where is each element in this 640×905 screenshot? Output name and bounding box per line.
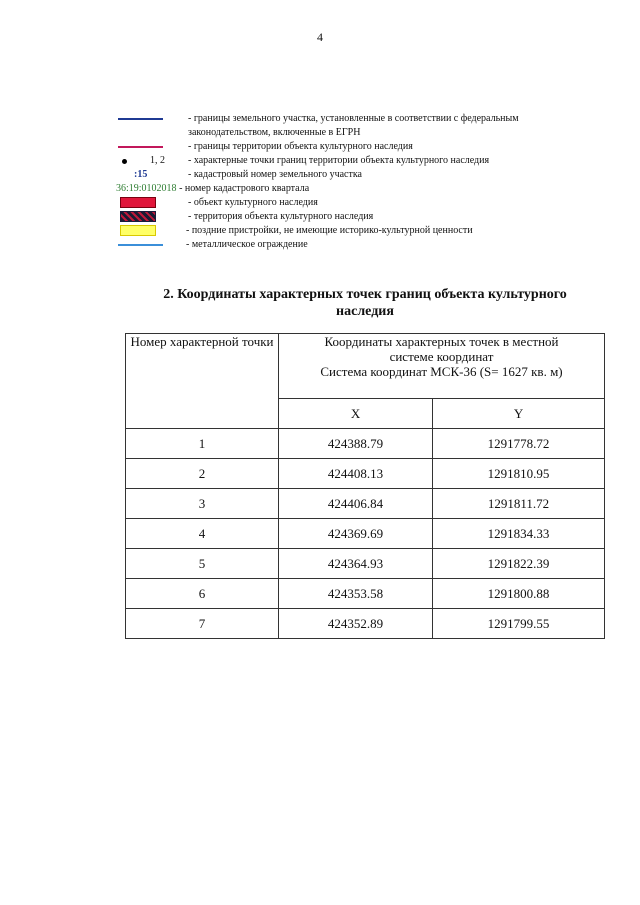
boundary-point-icon xyxy=(122,159,127,164)
heritage-object-swatch-icon xyxy=(120,197,156,208)
point-label: 1, 2 xyxy=(150,155,165,166)
table-header-row xyxy=(126,334,605,399)
section-title-line-1: 2. Координаты характерных точек границ объекта культурного xyxy=(163,287,567,302)
legend-description: - границы территории объекта культурного наследия xyxy=(188,141,413,152)
quarter-number-label: 36:19:0102018 xyxy=(116,183,177,194)
header-point-number: Номер характерной точки xyxy=(126,334,279,429)
cell-y: 1291811.72 xyxy=(433,489,605,519)
heritage-boundary-line-icon xyxy=(118,146,163,148)
cell-y: 1291800.88 xyxy=(433,579,605,609)
cell-point-number: 6 xyxy=(126,579,279,609)
table-row xyxy=(126,579,605,609)
cell-x: 424353.58 xyxy=(279,579,433,609)
legend-description: - кадастровый номер земельного участка xyxy=(188,169,362,180)
cell-point-number: 5 xyxy=(126,549,279,579)
table-row xyxy=(126,489,605,519)
cell-y: 1291799.55 xyxy=(433,609,605,639)
section-title xyxy=(130,286,600,320)
legend-item-metal-fence xyxy=(118,238,588,252)
cell-point-number: 1 xyxy=(126,429,279,459)
cell-x: 424364.93 xyxy=(279,549,433,579)
metal-fence-line-icon xyxy=(118,244,163,246)
page-number: 4 xyxy=(317,30,323,44)
cell-y: 1291810.95 xyxy=(433,459,605,489)
cell-point-number: 2 xyxy=(126,459,279,489)
cell-y: 1291778.72 xyxy=(433,429,605,459)
cell-x: 424406.84 xyxy=(279,489,433,519)
parcel-boundary-line-icon xyxy=(118,118,163,120)
table-row xyxy=(126,519,605,549)
legend-description: - поздние пристройки, не имеющие историко-культурной ценности xyxy=(186,225,473,236)
cell-x: 424352.89 xyxy=(279,609,433,639)
cell-point-number: 4 xyxy=(126,519,279,549)
legend-description: - характерные точки границ территории объекта культурного наследия xyxy=(188,155,490,166)
legend-description: - территория объекта культурного наследия xyxy=(188,211,374,222)
cell-y: 1291834.33 xyxy=(433,519,605,549)
section-title-line-2: наследия xyxy=(336,304,394,319)
table-row xyxy=(126,429,605,459)
legend-description: - границы земельного участка, установленные в соответствии с федеральным законодательством, включенные в ЕГРН xyxy=(188,113,519,138)
header-coordinates-line-2: системе координат xyxy=(389,349,494,364)
late-annex-swatch-icon xyxy=(120,225,156,236)
legend-item-heritage-object xyxy=(118,196,588,210)
header-x: X xyxy=(279,399,433,429)
cell-x: 424369.69 xyxy=(279,519,433,549)
table-row xyxy=(126,459,605,489)
header-coordinates xyxy=(279,334,605,399)
cell-point-number: 7 xyxy=(126,609,279,639)
legend xyxy=(118,112,588,252)
legend-item-heritage-territory xyxy=(118,210,588,224)
hatched-territory-swatch-icon xyxy=(120,211,156,222)
table-row xyxy=(126,549,605,579)
cell-y: 1291822.39 xyxy=(433,549,605,579)
header-coordinates-line-3: Система координат МСК-36 (S= 1627 кв. м) xyxy=(320,364,563,379)
legend-item-late-annexes xyxy=(118,224,588,238)
cell-x: 424408.13 xyxy=(279,459,433,489)
coordinates-table xyxy=(125,333,605,639)
legend-description: - металлическое ограждение xyxy=(186,239,308,250)
legend-item-parcel-number xyxy=(118,168,588,182)
cell-point-number: 3 xyxy=(126,489,279,519)
table-row xyxy=(126,609,605,639)
cell-x: 424388.79 xyxy=(279,429,433,459)
parcel-number-label: :15 xyxy=(134,169,148,180)
legend-item-quarter-number xyxy=(116,182,588,196)
header-coordinates-line-1: Координаты характерных точек в местной xyxy=(324,334,559,349)
legend-item-parcel-boundary xyxy=(118,112,588,140)
legend-item-boundary-points xyxy=(118,154,588,168)
legend-description: - номер кадастрового квартала xyxy=(179,183,310,194)
legend-item-heritage-territory-boundary xyxy=(118,140,588,154)
legend-description: - объект культурного наследия xyxy=(188,197,318,208)
header-y: Y xyxy=(433,399,605,429)
